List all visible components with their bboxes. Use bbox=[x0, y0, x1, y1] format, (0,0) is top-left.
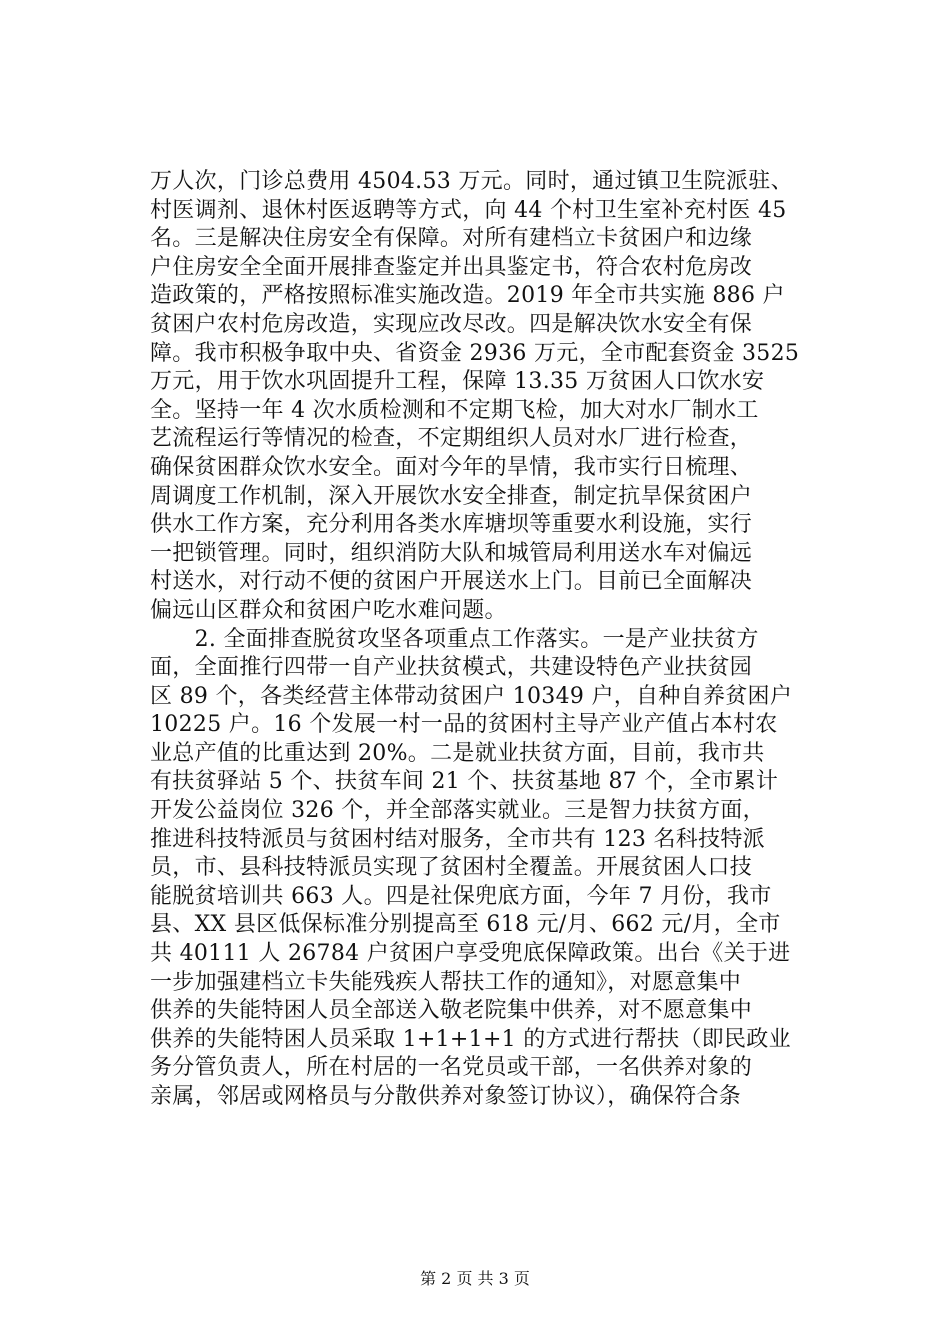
text-line: 共 40111 人 26784 户贫困户享受兜底保障政策。出台《关于进 bbox=[150, 941, 791, 967]
text-line: 一步加强建档立卡失能残疾人帮扶工作的通知》，对愿意集中 bbox=[150, 969, 742, 995]
text-line: 供养的失能特困人员采取 1+1+1+1 的方式进行帮扶（即民政业 bbox=[150, 1026, 791, 1052]
text-line: 障。我市积极争取中央、省资金 2936 万元，全市配套资金 3525 bbox=[150, 340, 800, 366]
text-line: 村送水，对行动不便的贫困户开展送水上门。目前已全面解决 bbox=[150, 569, 753, 595]
text-line: 造政策的，严格按照标准实施改造。2019 年全市共实施 886 户 bbox=[150, 283, 785, 309]
text-line: 县、XX 县区低保标准分别提高至 618 元/月、662 元/月，全市 bbox=[150, 912, 781, 938]
text-line: 有扶贫驿站 5 个、扶贫车间 21 个、扶贫基地 87 个，全市累计 bbox=[150, 769, 779, 795]
text-line: 供水工作方案，充分利用各类水库塘坝等重要水利设施，实行 bbox=[150, 512, 753, 538]
text-line: 务分管负责人，所在村居的一名党员或干部，一名供养对象的 bbox=[150, 1055, 753, 1081]
text-line: 偏远山区群众和贫困户吃水难问题。 bbox=[150, 597, 507, 623]
text-line: 村医调剂、退休村医返聘等方式，向 44 个村卫生室补充村医 45 bbox=[150, 197, 787, 223]
text-line: 2. 全面排查脱贫攻坚各项重点工作落实。一是产业扶贫方 bbox=[150, 626, 759, 652]
text-line: 开发公益岗位 326 个，并全部落实就业。三是智力扶贫方面， bbox=[150, 798, 765, 824]
text-line: 贫困户农村危房改造，实现应改尽改。四是解决饮水安全有保 bbox=[150, 311, 753, 337]
text-line: 10225 户。16 个发展一村一品的贫困村主导产业产值占本村农 bbox=[150, 712, 778, 738]
text-line: 员，市、县科技特派员实现了贫困村全覆盖。开展贫困人口技 bbox=[150, 855, 753, 881]
text-line: 全。坚持一年 4 次水质检测和不定期飞检，加大对水厂制水工 bbox=[150, 397, 759, 423]
text-line: 推进科技特派员与贫困村结对服务，全市共有 123 名科技特派 bbox=[150, 826, 765, 852]
page-footer: 第 2 页 共 3 页 bbox=[420, 1269, 530, 1288]
text-line: 亲属，邻居或网格员与分散供养对象签订协议），确保符合条 bbox=[150, 1084, 742, 1109]
text-line: 能脱贫培训共 663 人。四是社保兜底方面，今年 7 月份，我市 bbox=[150, 883, 772, 909]
text-line: 一把锁管理。同时，组织消防大队和城管局利用送水车对偏远 bbox=[150, 540, 753, 566]
text-line: 周调度工作机制，深入开展饮水安全排查，制定抗旱保贫困户 bbox=[150, 483, 753, 509]
body-text bbox=[150, 168, 840, 1112]
text-line: 确保贫困群众饮水安全。面对今年的旱情，我市实行日梳理、 bbox=[150, 454, 753, 480]
text-line: 名。三是解决住房安全有保障。对所有建档立卡贫困户和边缘 bbox=[150, 226, 753, 252]
text-line: 业总产值的比重达到 20%。二是就业扶贫方面，目前，我市共 bbox=[150, 740, 765, 766]
text-line: 户住房安全全面开展排查鉴定并出具鉴定书，符合农村危房改 bbox=[150, 254, 753, 280]
text-line: 万人次，门诊总费用 4504.53 万元。同时，通过镇卫生院派驻、 bbox=[150, 169, 793, 194]
text-line: 万元，用于饮水巩固提升工程，保障 13.35 万贫困人口饮水安 bbox=[150, 369, 765, 395]
text-line: 区 89 个，各类经营主体带动贫困户 10349 户，自种自养贫困户 bbox=[150, 683, 793, 709]
text-line: 艺流程运行等情况的检查，不定期组织人员对水厂进行检查， bbox=[150, 426, 753, 452]
text-line: 面，全面推行四带一自产业扶贫模式，共建设特色产业扶贫园 bbox=[150, 655, 753, 681]
text-line: 供养的失能特困人员全部送入敬老院集中供养，对不愿意集中 bbox=[150, 998, 753, 1024]
